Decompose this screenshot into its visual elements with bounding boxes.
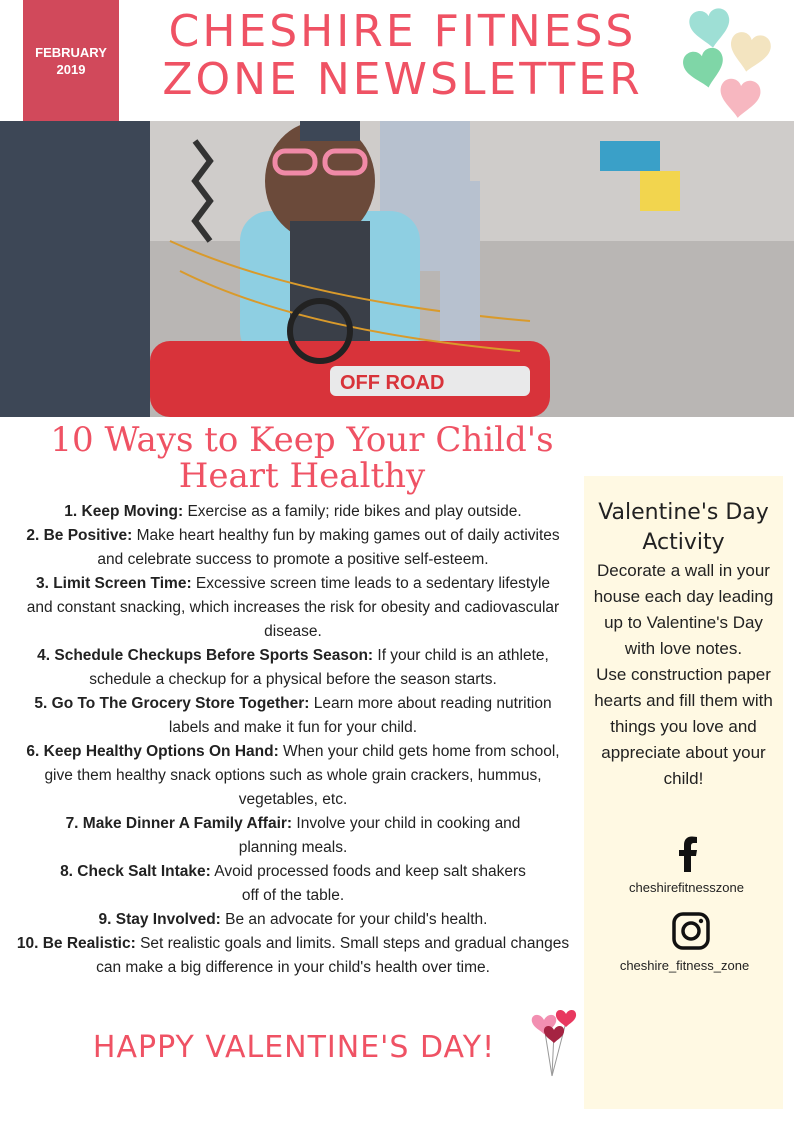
heart-green — [681, 46, 728, 92]
date-month: FEBRUARY — [35, 44, 107, 60]
tip-item — [4, 860, 582, 908]
tip-text: Excessive screen time leads to a sedentary lifestyle and constant snacking, which increases the risk for obesity and cadiovascular disease. — [26, 575, 560, 640]
tip-label: 2. Be Positive: — [26, 527, 133, 544]
article-title-line1: 10 Ways to Keep Your Child's — [50, 420, 554, 460]
tip-label: 3. Limit Screen Time: — [35, 575, 192, 592]
tip-text: Learn more about reading nutrition labels and make it fun for your child. — [168, 695, 552, 736]
newsletter-title-line1: CHESHIRE FITNESS — [168, 6, 637, 57]
tip-text: Be an advocate for your child's health. — [220, 911, 488, 928]
tip-item — [4, 812, 582, 860]
tip-item — [4, 740, 582, 812]
tip-item — [4, 908, 582, 932]
tip-item — [4, 572, 582, 644]
tip-text: Involve your child in cooking and planning meals. — [238, 815, 521, 856]
heart-pink — [718, 78, 762, 120]
heart-cream — [726, 30, 772, 75]
sidebar-paragraph: Decorate a wall in your house each day leading up to Valentine's Day with love notes. — [593, 561, 774, 658]
tip-text: When your child gets home from school, give them healthy snack options such as whole grain crackers, hummus, vegetables, etc. — [44, 743, 560, 808]
newsletter-title — [130, 8, 675, 104]
hero-photo — [0, 121, 794, 417]
heart-teal — [688, 7, 733, 51]
sidebar-title — [584, 498, 783, 558]
tip-label: 1. Keep Moving: — [64, 503, 184, 520]
tip-label: 10. Be Realistic: — [16, 935, 136, 952]
heart-balloons-icon — [530, 1006, 582, 1078]
candy-hearts-decoration — [678, 4, 778, 120]
sidebar-title-line1: Valentine's Day — [598, 500, 769, 525]
tip-text: Make heart healthy fun by making games out of daily activites and celebrate success to promote a positive self-esteem. — [97, 527, 560, 568]
instagram-handle[interactable]: cheshire_fitness_zone — [619, 958, 750, 973]
date-badge — [23, 0, 119, 121]
tip-label: 7. Make Dinner A Family Affair: — [65, 815, 293, 832]
sidebar-body — [590, 558, 777, 792]
tip-label: 8. Check Salt Intake: — [60, 863, 211, 880]
tip-text: Avoid processed foods and keep salt shakers off of the table. — [210, 863, 526, 904]
closing-greeting: HAPPY VALENTINE'S DAY! — [92, 1030, 496, 1065]
tip-item — [4, 500, 582, 524]
article-title — [22, 422, 582, 494]
tip-text: Set realistic goals and limits. Small steps and gradual changes can make a big difference in your child's health over time. — [96, 935, 570, 976]
tip-text: If your child is an athlete, schedule a checkup for a physical before the season starts. — [89, 647, 549, 688]
tip-label: 6. Keep Healthy Options On Hand: — [26, 743, 279, 760]
activity-sidebar — [584, 476, 783, 1109]
tip-item — [4, 932, 582, 980]
car-label: OFF ROAD — [340, 372, 445, 394]
tip-item — [4, 524, 582, 572]
sidebar-paragraph: Use construction paper hearts and fill them with things you love and appreciate about your child! — [594, 665, 773, 788]
article-title-line2: Heart Healthy — [178, 456, 426, 496]
tip-text: Exercise as a family; ride bikes and play outside. — [183, 503, 522, 520]
child-in-ride-on-car-illustration — [0, 121, 794, 417]
tip-label: 9. Stay Involved: — [98, 911, 221, 928]
date-year: 2019 — [56, 61, 86, 77]
newsletter-title-line2: ZONE NEWSLETTER — [162, 54, 643, 105]
facebook-handle[interactable]: cheshirefitnesszone — [629, 880, 744, 895]
tip-label: 5. Go To The Grocery Store Together: — [34, 695, 310, 712]
tip-item — [4, 692, 582, 740]
facebook-icon[interactable] — [678, 836, 698, 872]
tip-label: 4. Schedule Checkups Before Sports Season: — [37, 647, 374, 664]
sidebar-title-line2: Activity — [642, 530, 725, 555]
instagram-icon[interactable] — [672, 912, 710, 950]
tip-item — [4, 644, 582, 692]
tips-list — [4, 500, 582, 980]
